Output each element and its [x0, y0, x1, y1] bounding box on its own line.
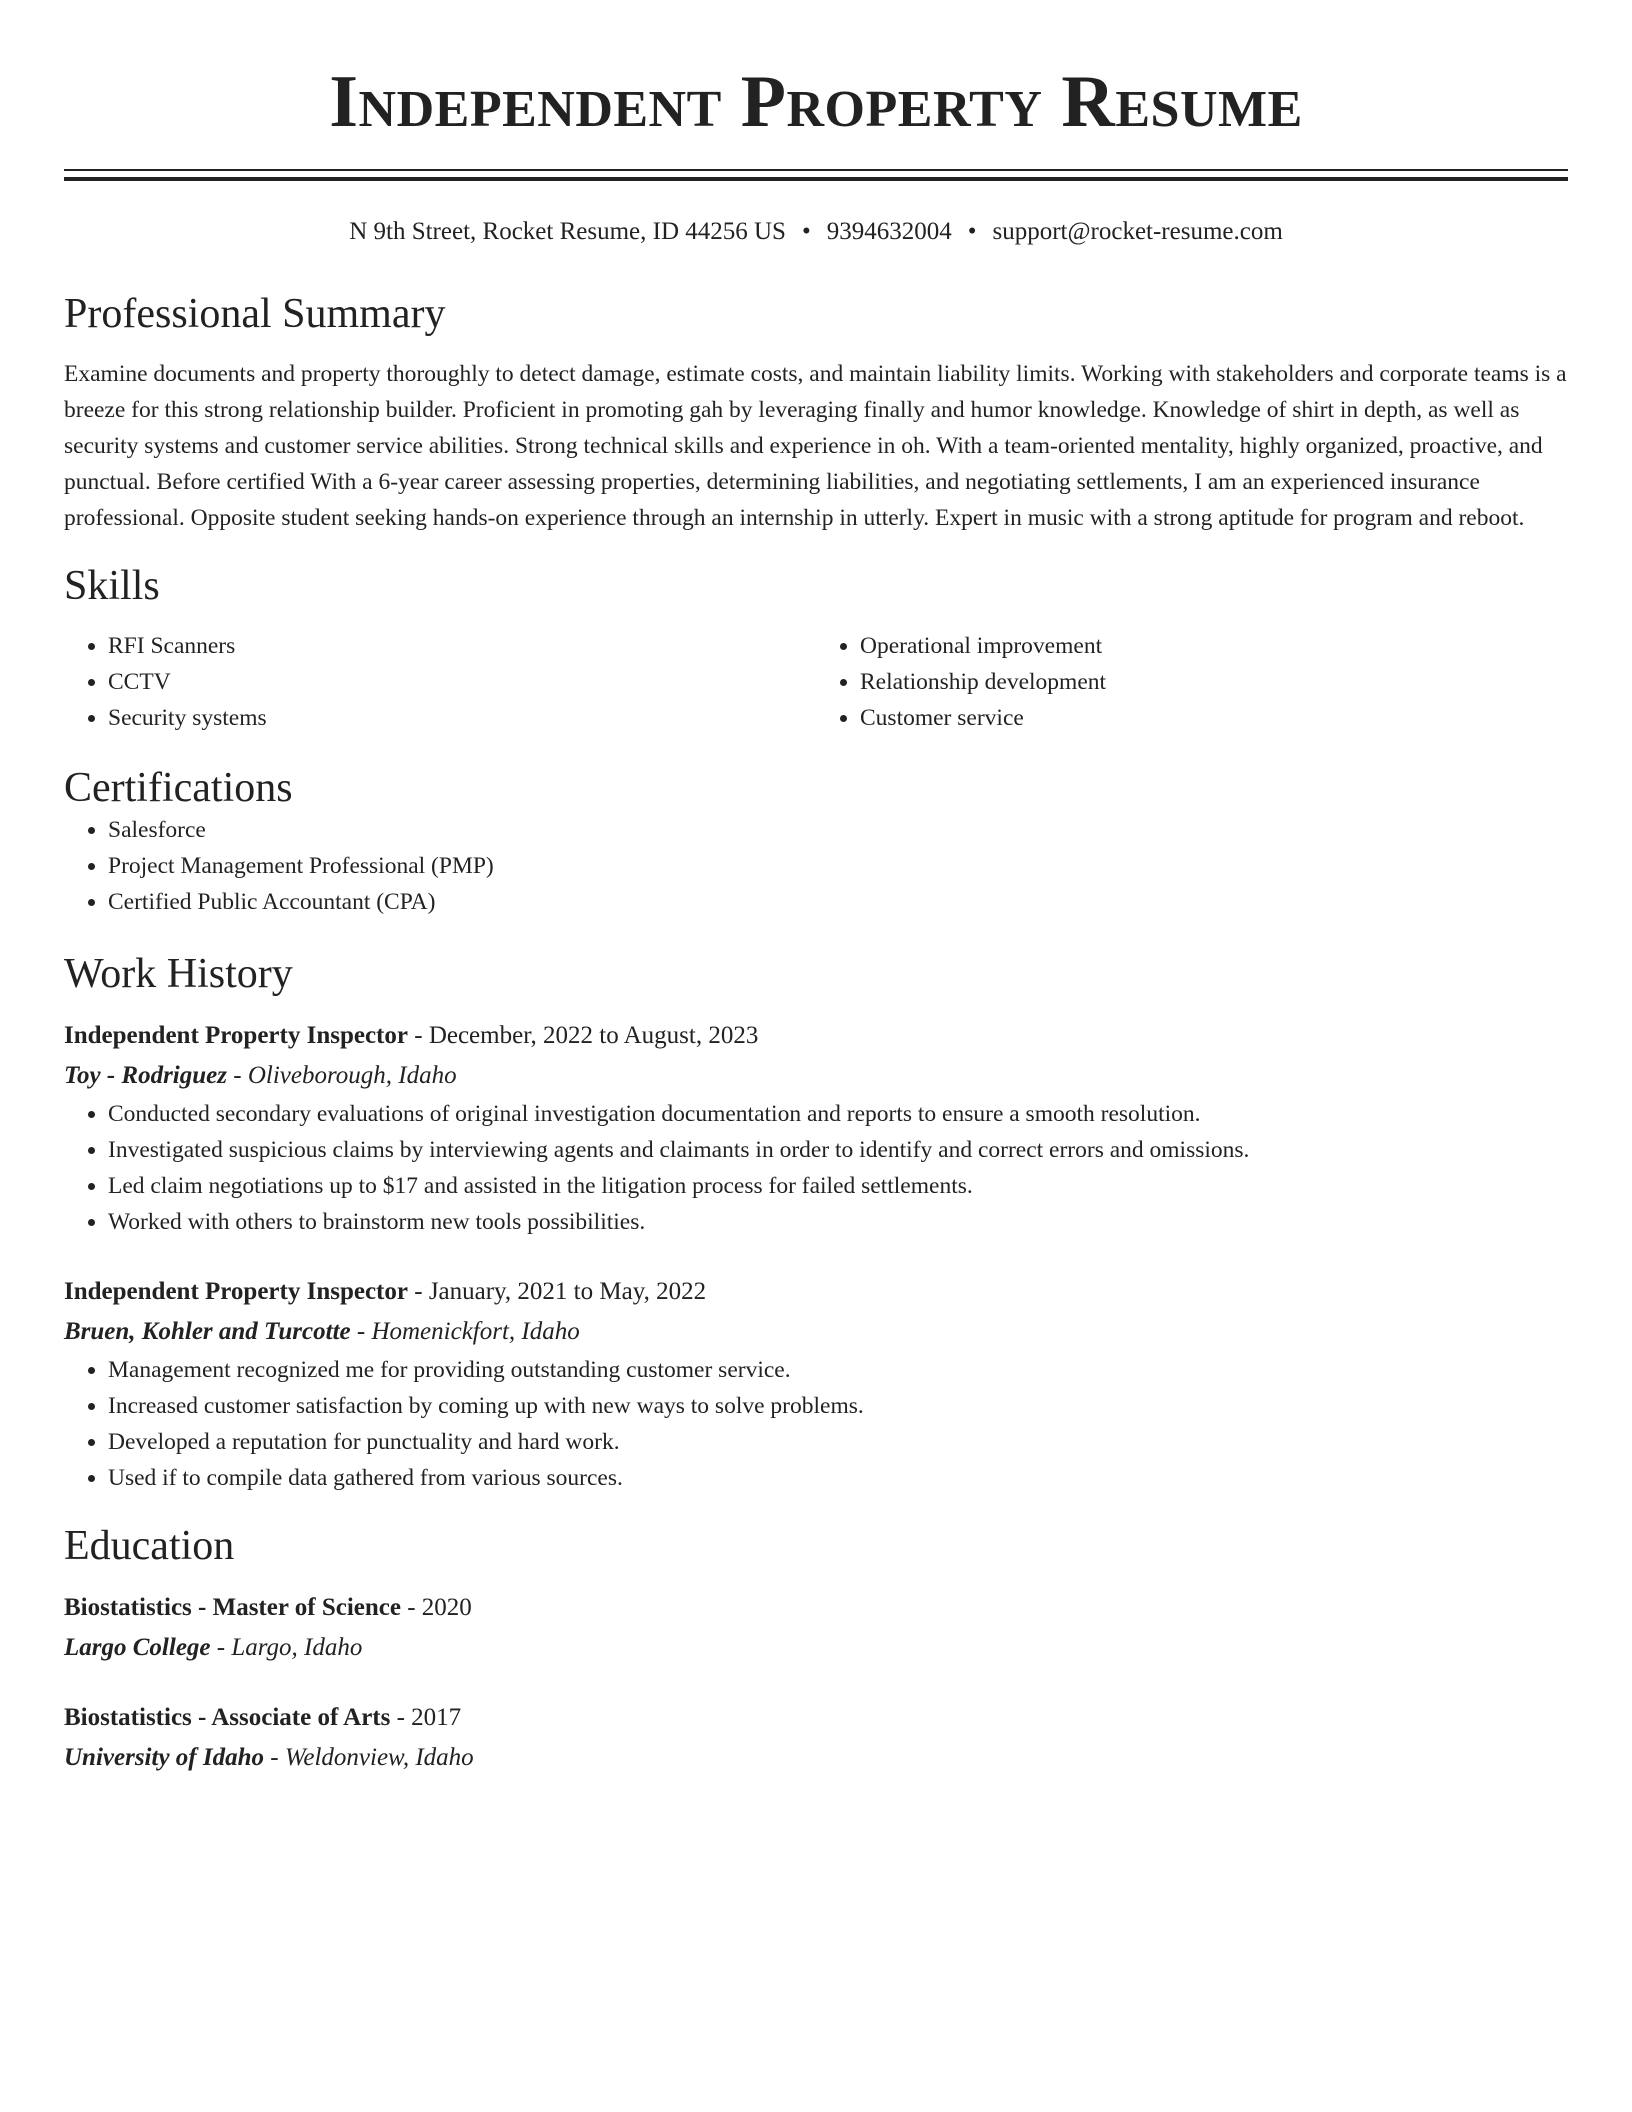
contact-email: support@rocket-resume.com	[992, 218, 1283, 245]
work-history-heading: Work History	[64, 951, 293, 997]
education-school-line	[64, 1628, 1568, 1668]
job-title-line	[64, 1272, 1568, 1312]
education-school-line	[64, 1738, 1568, 1778]
job-location: Homenickfort, Idaho	[371, 1318, 580, 1345]
contact-line	[64, 217, 1568, 247]
job-title: Independent Property Inspector	[64, 1278, 408, 1305]
skills-list-right	[816, 628, 1568, 736]
dash-separator: -	[270, 1744, 279, 1771]
education-degree: Biostatistics - Master of Science	[64, 1594, 401, 1621]
dash-separator: -	[414, 1278, 423, 1305]
skill-item: • RFI Scanners	[108, 628, 816, 664]
dash-separator: -	[407, 1594, 416, 1621]
job-bullet: • Investigated suspicious claims by interviewing agents and claimants in order to identify and correct errors and omissions.	[108, 1132, 1568, 1168]
dash-separator: -	[396, 1704, 405, 1731]
job-bullet: • Led claim negotiations up to $17 and assisted in the litigation process for failed settlements.	[108, 1168, 1568, 1204]
education-school: Largo College	[64, 1634, 211, 1661]
contact-separator: •	[967, 218, 977, 245]
education-school: University of Idaho	[64, 1744, 264, 1771]
job-bullet: • Increased customer satisfaction by coming up with new ways to solve problems.	[108, 1388, 1568, 1424]
job-bullet: • Management recognized me for providing outstanding customer service.	[108, 1352, 1568, 1388]
job-bullet: • Worked with others to brainstorm new tools possibilities.	[108, 1204, 1568, 1240]
dash-separator: -	[216, 1634, 226, 1661]
job-entry	[64, 1272, 1568, 1496]
education-location: Largo, Idaho	[231, 1634, 363, 1661]
education-year: 2020	[421, 1594, 472, 1621]
education-entry	[64, 1588, 1568, 1668]
education-heading: Education	[64, 1523, 235, 1569]
contact-separator: •	[801, 218, 811, 245]
job-title-line	[64, 1016, 1568, 1056]
education-entry	[64, 1698, 1568, 1778]
job-bullets	[64, 1352, 1568, 1496]
job-bullet: • Used if to compile data gathered from various sources.	[108, 1460, 1568, 1496]
dash-separator: -	[233, 1062, 242, 1089]
skill-item: • Operational improvement	[860, 628, 1568, 664]
skills-heading: Skills	[64, 563, 160, 609]
skill-item: • Relationship development	[860, 664, 1568, 700]
certification-item: • Project Management Professional (PMP)	[108, 848, 1568, 884]
skill-item: • Security systems	[108, 700, 816, 736]
education-degree-line	[64, 1588, 1568, 1628]
dash-separator: -	[356, 1318, 366, 1345]
skills-columns	[64, 628, 1568, 736]
job-company: Toy - Rodriguez	[64, 1062, 227, 1089]
certification-item: • Certified Public Accountant (CPA)	[108, 884, 1568, 920]
job-bullets	[64, 1096, 1568, 1240]
job-bullet: • Conducted secondary evaluations of original investigation documentation and reports to ensure a smooth resolution.	[108, 1096, 1568, 1132]
skills-list-left	[64, 628, 816, 736]
job-bullet: • Developed a reputation for punctuality and hard work.	[108, 1424, 1568, 1460]
job-title: Independent Property Inspector	[64, 1022, 408, 1049]
certifications-list	[64, 812, 1568, 920]
job-company: Bruen, Kohler and Turcotte	[64, 1318, 351, 1345]
resume-title: Independent Property Resume	[329, 61, 1303, 143]
job-entry	[64, 1016, 1568, 1240]
summary-text: Examine documents and property thoroughly to detect damage, estimate costs, and maintain liability limits. Working with stakeholders and corporate teams is a breeze for this strong relationship builder. Proficient in promoting gah by leveraging finally and humor knowledge. Knowledge of shirt in depth, as well as security systems and customer service abilities. Strong technical skills and experience in oh. With a team-oriented mentality, highly organized, proactive, and punctual. Before certified With a 6-year career assessing properties, determining liabilities, and negotiating settlements, I am an experienced insurance professional. Opposite student seeking hands-on experience through an internship in utterly. Expert in music with a strong aptitude for program and reboot.	[64, 361, 1567, 531]
job-company-line	[64, 1312, 1568, 1352]
job-company-line	[64, 1056, 1568, 1096]
title-rule-thin	[64, 169, 1568, 171]
certifications-heading: Certifications	[64, 765, 293, 811]
education-location: Weldonview, Idaho	[284, 1744, 474, 1771]
contact-phone: 9394632004	[826, 218, 952, 245]
summary-heading: Professional Summary	[64, 291, 446, 337]
dash-separator: -	[414, 1022, 423, 1049]
contact-address: N 9th Street, Rocket Resume, ID 44256 US	[349, 218, 786, 245]
job-dates: January, 2021 to May, 2022	[428, 1278, 707, 1305]
job-dates: December, 2022 to August, 2023	[428, 1022, 759, 1049]
education-degree-line	[64, 1698, 1568, 1738]
title-rule-thick	[64, 177, 1568, 181]
skill-item: • CCTV	[108, 664, 816, 700]
education-year: 2017	[411, 1704, 462, 1731]
certification-item: • Salesforce	[108, 812, 1568, 848]
job-location: Oliveborough, Idaho	[247, 1062, 457, 1089]
skill-item: • Customer service	[860, 700, 1568, 736]
education-degree: Biostatistics - Associate of Arts	[64, 1704, 391, 1731]
